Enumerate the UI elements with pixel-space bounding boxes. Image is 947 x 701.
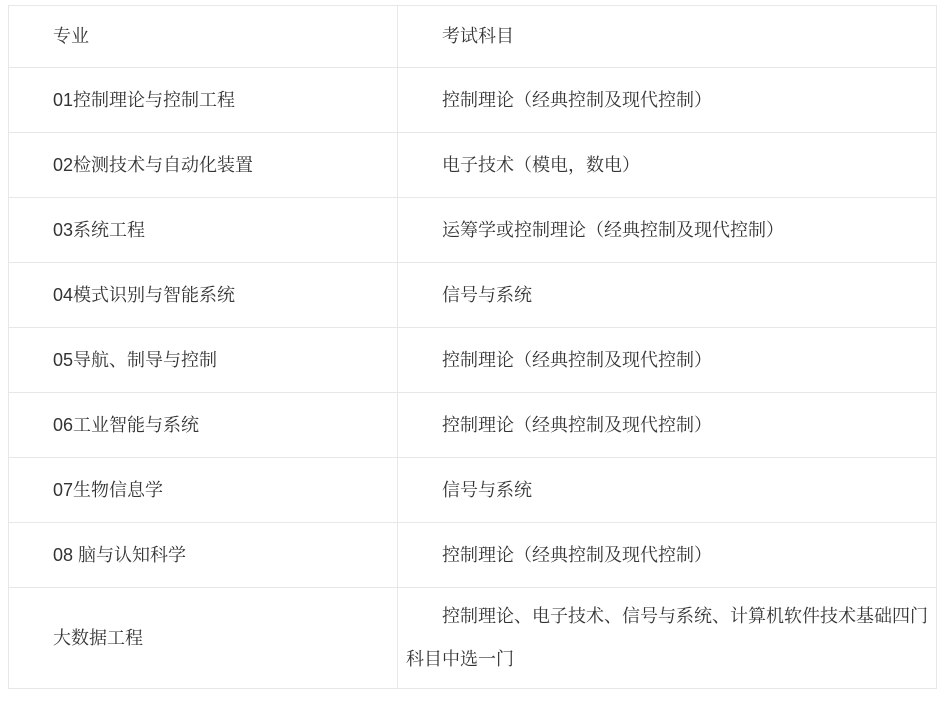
subjects-cell: 运筹学或控制理论（经典控制及现代控制） bbox=[398, 198, 937, 263]
subjects-cell: 电子技术（模电，数电） bbox=[398, 133, 937, 198]
major-cell: 02检测技术与自动化装置 bbox=[9, 133, 398, 198]
major-cell: 08 脑与认知科学 bbox=[9, 523, 398, 588]
subjects-cell: 控制理论（经典控制及现代控制） bbox=[398, 328, 937, 393]
table-row bbox=[9, 458, 937, 523]
table-body bbox=[9, 68, 937, 689]
major-cell: 05导航、制导与控制 bbox=[9, 328, 398, 393]
table-row bbox=[9, 328, 937, 393]
subjects-cell: 信号与系统 bbox=[398, 263, 937, 328]
major-cell: 03系统工程 bbox=[9, 198, 398, 263]
table-row bbox=[9, 198, 937, 263]
major-cell: 07生物信息学 bbox=[9, 458, 398, 523]
table-row bbox=[9, 523, 937, 588]
subjects-cell: 控制理论（经典控制及现代控制） bbox=[398, 393, 937, 458]
exam-subjects-table-container bbox=[8, 5, 937, 689]
subjects-cell: 控制理论（经典控制及现代控制） bbox=[398, 68, 937, 133]
subjects-cell: 控制理论（经典控制及现代控制） bbox=[398, 523, 937, 588]
table-row bbox=[9, 263, 937, 328]
table-row bbox=[9, 393, 937, 458]
exam-subjects-table bbox=[8, 5, 937, 689]
table-row bbox=[9, 588, 937, 689]
table-row bbox=[9, 68, 937, 133]
major-cell: 06工业智能与系统 bbox=[9, 393, 398, 458]
major-cell: 04模式识别与智能系统 bbox=[9, 263, 398, 328]
subjects-cell: 控制理论、电子技术、信号与系统、计算机软件技术基础四门科目中选一门 bbox=[398, 588, 937, 689]
major-cell: 大数据工程 bbox=[9, 588, 398, 689]
major-cell: 01控制理论与控制工程 bbox=[9, 68, 398, 133]
subjects-cell: 信号与系统 bbox=[398, 458, 937, 523]
table-header bbox=[9, 6, 937, 68]
table-row bbox=[9, 133, 937, 198]
header-row bbox=[9, 6, 937, 68]
column-header-subjects: 考试科目 bbox=[398, 6, 937, 68]
column-header-major: 专业 bbox=[9, 6, 398, 68]
